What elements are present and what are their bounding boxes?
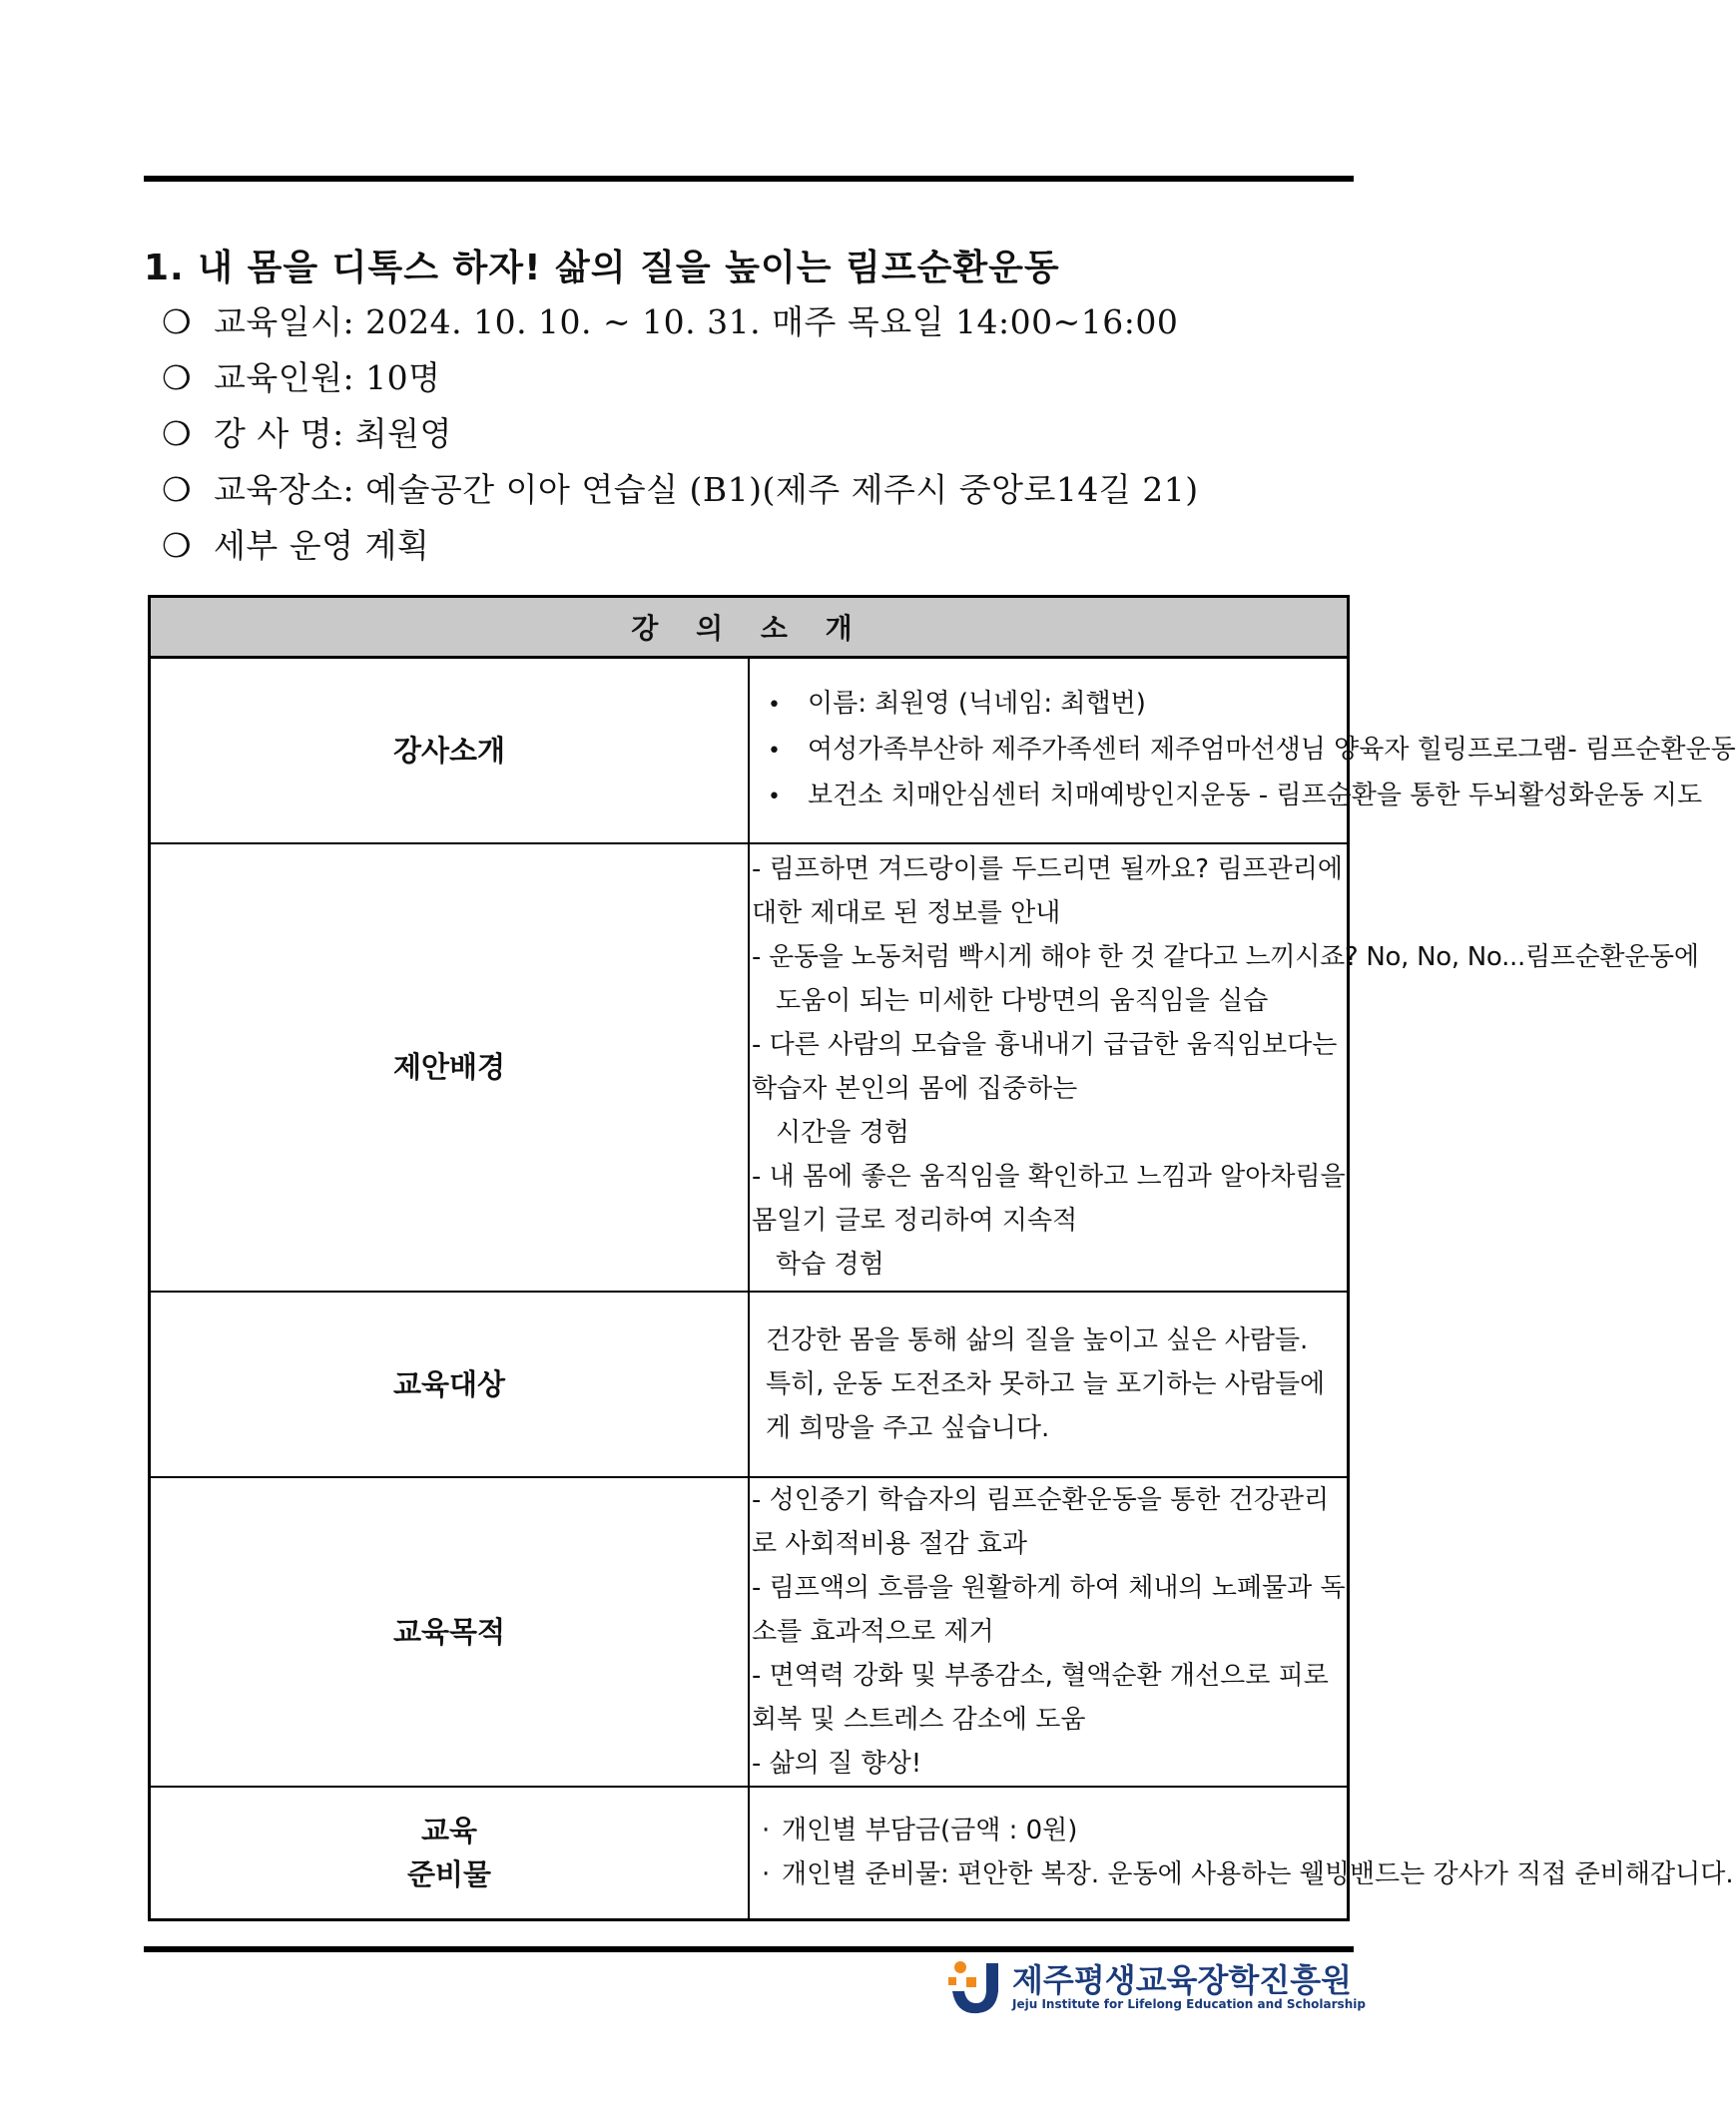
list-item: 시간을 경험 [776,1118,909,1148]
info-date: ❍ 교육일시: 2024. 10. 10. ~ 10. 31. 매주 목요일 14:00~16:00 [162,294,1199,350]
purpose-content [749,1477,1349,1787]
document-title: 1. 내 몸을 디톡스 하자! 삶의 질을 높이는 림프순환운동 [144,248,1060,288]
list-item: - 면역력 강화 및 부종감소, 혈액순환 개선으로 피로회복 및 스트레스 감소에 도움 [752,1660,1329,1735]
list-item: - 림프하면 겨드랑이를 두드리면 될까요? 림프관리에 대한 제대로 된 정보를 안내 [752,854,1343,928]
list-item: - 림프액의 흐름을 원활하게 하여 체내의 노폐물과 독소를 효과적으로 제거 [752,1572,1346,1647]
info-plan: ❍ 세부 운영 계획 [162,518,1199,574]
jeju-institute-logo-icon [946,1957,1004,2019]
circle-bullet-icon: ❍ [162,302,193,341]
target-content [749,1292,1349,1477]
list-item: - 운동을 노동처럼 빡시게 해야 한 것 같다고 느끼시죠? No, No, No...림프순환운동에 [752,942,1699,972]
lecture-intro-table [148,595,1736,1921]
materials-label: 교육 준비물 [150,1787,750,1920]
list-item: • 보건소 치매안심센터 치매예방인지운동 - 림프순환을 통한 두뇌활성화운동 지도 [768,774,1347,819]
list-item: 도움이 되는 미세한 다방면의 움직임을 실습 [776,986,1269,1016]
background-label: 제안배경 [150,843,750,1292]
info-capacity: ❍ 교육인원: 10명 [162,350,1199,406]
instructor-label: 강사소개 [150,658,750,843]
background-content [749,843,1699,1292]
table-header: 강 의 소 개 [150,597,1349,658]
info-list [162,294,1199,574]
info-instructor: ❍ 강 사 명: 최원영 [162,406,1199,462]
list-item: - 내 몸에 좋은 움직임을 확인하고 느낌과 알아차림을 몸일기 글로 정리하여 지속적 [752,1162,1346,1236]
org-name-english: Jeju Institute for Lifelong Education and Scholarship [1012,1997,1366,2011]
circle-bullet-icon: ❍ [162,526,193,565]
list-item: • 이름: 최원영 (닉네임: 최햅번) [768,682,1347,728]
list-item: · 개인별 준비물: 편안한 복장. 운동에 사용하는 웰빙밴드는 강사가 직접 준비해갑니다. [762,1852,1347,1896]
footer-logo [946,1951,1366,2019]
target-line: 건강한 몸을 통해 삶의 질을 높이고 싶은 사람들. [766,1324,1309,1355]
circle-bullet-icon: ❍ [162,470,193,509]
list-item: 학습 경험 [776,1250,884,1280]
list-item: - 삶의 질 향상! [752,1748,922,1779]
list-item: - 다른 사람의 모습을 흉내내기 급급한 움직임보다는 학습자 본인의 몸에 집중하는 [752,1030,1338,1104]
target-line: 특히, 운동 도전조차 못하고 늘 포기하는 사람들에게 희망을 주고 싶습니다. [766,1368,1326,1443]
instructor-content [749,658,1736,843]
materials-content [749,1787,1734,1920]
org-name: 제주평생교육장학진흥원 [1012,1961,1353,1999]
list-item: - 성인중기 학습자의 림프순환운동을 통한 건강관리로 사회적비용 절감 효과 [752,1484,1330,1559]
purpose-label: 교육목적 [150,1477,750,1787]
circle-bullet-icon: ❍ [162,414,193,453]
list-item: • 여성가족부산하 제주가족센터 제주엄마선생님 양육자 힐링프로그램- 림프순환운동 [768,728,1347,774]
top-rule [144,176,1354,182]
list-item: · 개인별 부담금(금액 : 0원) [762,1809,1347,1852]
circle-bullet-icon: ❍ [162,358,193,397]
target-label: 교육대상 [150,1292,750,1477]
info-location: ❍ 교육장소: 예술공간 이아 연습실 (B1)(제주 제주시 중앙로14길 21) [162,462,1199,518]
